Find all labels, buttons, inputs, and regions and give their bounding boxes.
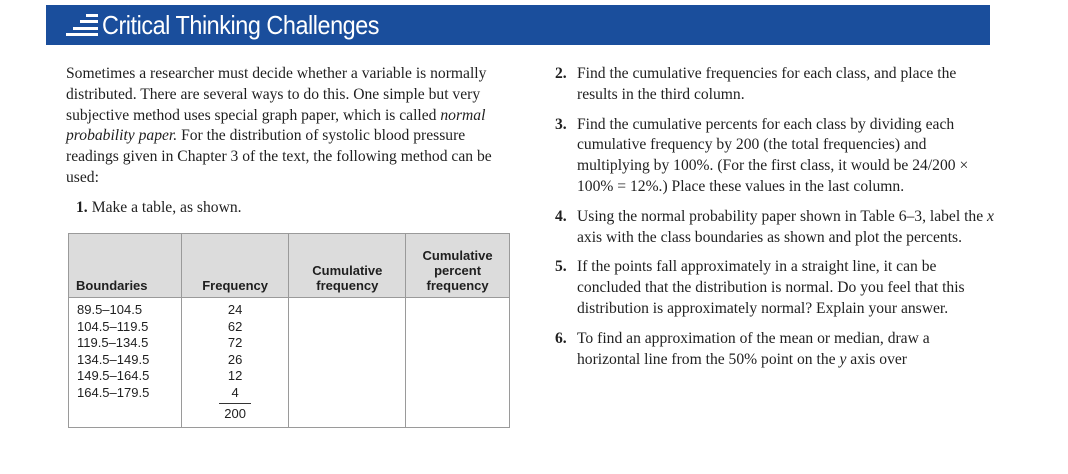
step-6-text-end: axis over <box>846 350 907 368</box>
step-3 <box>555 115 995 198</box>
step-4-text-end: axis with the class boundaries as shown and plot the percents. <box>577 228 962 246</box>
intro-italic-term: normal probability paper. <box>66 106 486 145</box>
left-column <box>66 64 516 219</box>
step-5-text: If the points fall approximately in a straight line, it can be concluded that the distribution is normal. Do you feel that this distribution is approximately normal? Explain your answer. <box>577 258 965 317</box>
step-2-text: Find the cumulative frequencies for each class, and place the results in the third column. <box>577 65 957 103</box>
frequency-table <box>68 233 510 428</box>
step-4-italic: x <box>987 207 994 225</box>
step-2 <box>555 64 995 106</box>
table-header-row <box>69 234 510 298</box>
intro-text-end: For the distribution of systolic blood pressure readings given in Chapter 3 of the text, the following method can be used: <box>66 127 492 186</box>
step-3-text: Find the cumulative percents for each class by dividing each cumulative frequency by 200 (the total frequencies) and multiplying by 100%. (For the first class, it would be 24/200 × 100% = 12%.) Place these values in the last column. <box>577 115 969 195</box>
frequency-cell <box>181 298 289 428</box>
step-6-number: 6. <box>555 329 567 347</box>
step-2-number: 2. <box>555 65 567 82</box>
step-3-number: 3. <box>555 115 567 133</box>
frequency-value: 24 <box>227 302 243 317</box>
section-title: Critical Thinking Challenges <box>102 9 380 40</box>
boundary-value: 149.5–164.5 <box>77 368 150 383</box>
step-6-italic: y <box>839 350 847 368</box>
header-cumulative-frequency: Cumulative frequency <box>289 234 406 298</box>
right-column <box>555 64 995 379</box>
frequency-value: 12 <box>227 368 243 383</box>
step-1 <box>66 198 516 219</box>
step-1-text: Make a table, as shown. <box>91 198 242 216</box>
header-cumulative-percent: Cumulative percent frequency <box>406 234 510 298</box>
table-body-row <box>69 298 510 428</box>
boundary-value: 164.5–179.5 <box>77 384 150 400</box>
step-6-text-start: To find an approximation of the mean or median, draw a horizontal line from the 50% point on the <box>577 329 930 368</box>
intro-text-start: Sometimes a researcher must decide whether a variable is normally distributed. There are several ways to do this. One simple but very subjective method uses special graph paper, which is called <box>66 65 487 124</box>
step-4 <box>555 207 995 249</box>
cumulative-percent-cell <box>406 298 510 428</box>
frequency-total: 200 <box>219 403 251 423</box>
step-4-text-start: Using the normal probability paper shown in Table 6–3, label the <box>577 207 988 225</box>
step-4-text <box>577 207 995 249</box>
intro-paragraph <box>66 64 516 189</box>
boundary-value: 89.5–104.5 <box>77 302 143 317</box>
step-5-number: 5. <box>555 258 567 276</box>
frequency-value: 4 <box>231 384 239 400</box>
boundary-value: 119.5–134.5 <box>77 335 149 350</box>
step-6-text <box>577 329 995 371</box>
step-1-number: 1. <box>76 198 88 216</box>
header-frequency: Frequency <box>181 234 289 298</box>
step-6 <box>555 329 995 371</box>
boundary-value: 104.5–119.5 <box>77 318 149 334</box>
cumulative-frequency-cell <box>289 298 406 428</box>
step-4-number: 4. <box>555 207 567 225</box>
step-5 <box>555 257 995 319</box>
stacked-bars-icon <box>66 14 98 36</box>
boundary-value: 134.5–149.5 <box>77 351 150 367</box>
frequency-value: 26 <box>227 351 243 367</box>
frequency-value: 62 <box>227 318 243 334</box>
frequency-value: 72 <box>227 335 243 350</box>
boundaries-cell <box>69 298 182 428</box>
section-header <box>46 5 990 45</box>
header-boundaries: Boundaries <box>69 234 182 298</box>
